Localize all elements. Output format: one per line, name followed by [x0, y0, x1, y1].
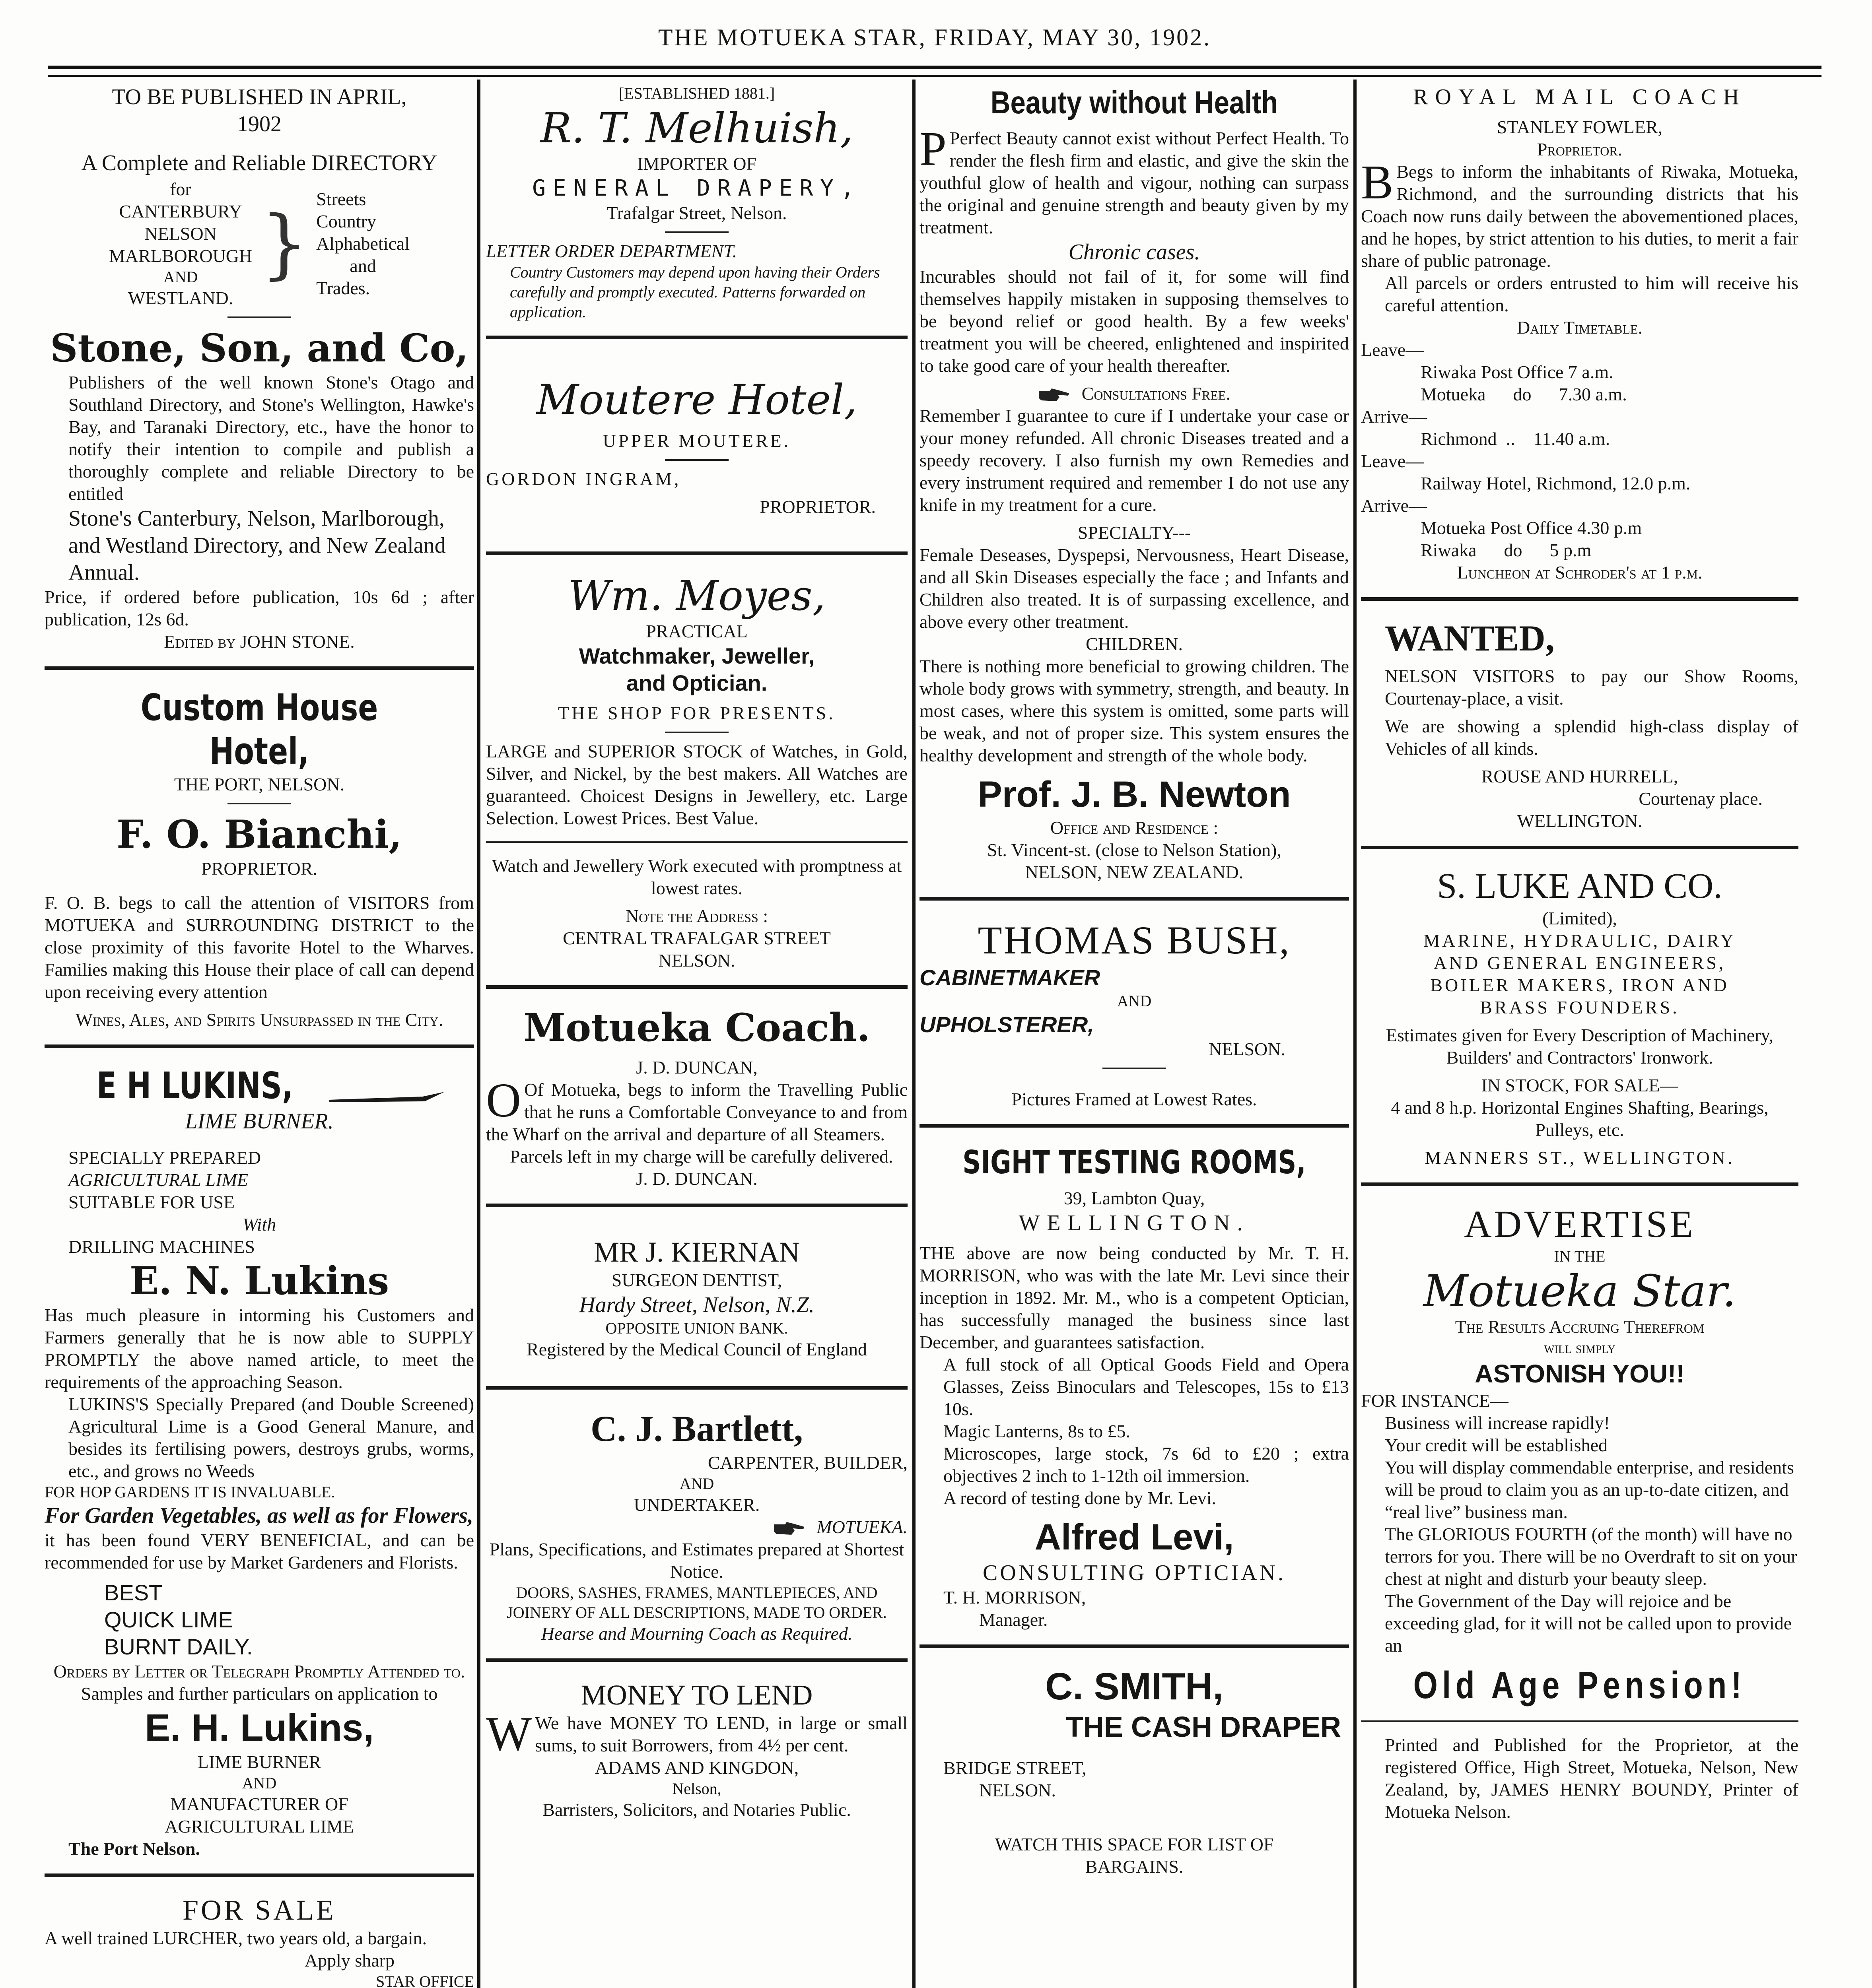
bartlett-line: UNDERTAKER. [634, 1495, 760, 1515]
mail-coach-owner: STANLEY FOWLER, [1497, 117, 1663, 137]
luke-address: MANNERS ST., WELLINGTON. [1425, 1147, 1735, 1168]
directory-year: 1902 [237, 112, 282, 136]
newton-consult-label: Consultations Free. [1081, 383, 1231, 404]
divider [919, 897, 1349, 901]
newton-body: Remember I guarantee to cure if I undertake your case or your money refunded. All chronic Diseases treated and a speedy recovery. I also furnish my own Remedies and every instrument required and remember I do not use any knife in my treatment for a cure. [919, 406, 1349, 515]
moyes-address: NELSON. [658, 950, 735, 971]
moutere-place: UPPER MOUTERE. [603, 431, 791, 451]
advertise-astonish: ASTONISH YOU!! [1475, 1359, 1685, 1388]
timetable-row: Richmond .. 11.40 a.m. [1421, 429, 1610, 449]
divider [486, 551, 908, 555]
lukins-trade: LIME BURNER. [185, 1109, 334, 1134]
for-sale-title: FOR SALE [182, 1894, 336, 1926]
levi-role: CONSULTING OPTICIAN. [983, 1561, 1286, 1585]
melhuish-line: IMPORTER OF [637, 153, 757, 174]
divider [486, 1658, 908, 1662]
section-name: Streets [316, 189, 366, 209]
coach-owner: J. D. DUNCAN, [636, 1057, 758, 1077]
pointing-hand-icon [773, 1521, 805, 1536]
divider [665, 732, 729, 733]
mail-coach-title: ROYAL MAIL COACH [1413, 85, 1746, 109]
wanted-address: Courtenay place. [1639, 788, 1763, 809]
directory-coverage [45, 178, 474, 309]
lukins-footer: LIME BURNER [197, 1752, 321, 1772]
region-name: NELSON [144, 223, 217, 244]
hotel-footer: Wines, Ales, and Spirits Unsurpassed in the City. [75, 1010, 443, 1030]
money-body: W We have MONEY TO LEND, in large or small sums, to suit Borrowers, from 4½ per cent. [486, 1707, 908, 1761]
luke-body: Estimates given for Every Description of Machinery, Builders' and Contractors' Ironwork. [1386, 1025, 1774, 1068]
region-name: WESTLAND. [128, 288, 233, 308]
coach-body: O Of Motueka, begs to inform the Travelling Public that he runs a Comfortable Conveyance to and from the Wharf on the arrival and departure of all Steamers. [486, 1074, 908, 1144]
hotel-place: THE PORT, NELSON. [174, 774, 345, 794]
lukins-name-gothic: E. N. Lukins [129, 1258, 389, 1303]
lukins-line: DRILLING MACHINES [68, 1237, 255, 1257]
newton-chronic: Chronic cases. [1068, 240, 1200, 264]
directory-description: A Complete and Reliable DIRECTORY [81, 151, 437, 175]
divider [45, 666, 474, 670]
region-name: AND [163, 268, 198, 286]
divider [1361, 846, 1798, 849]
lukins-name-sans: E. H. Lukins, [144, 1706, 374, 1749]
timetable-row: Arrive— [1361, 406, 1427, 427]
timetable-row: Arrive— [1361, 495, 1427, 516]
luke-line: MARINE, HYDRAULIC, DAIRY [1423, 930, 1736, 951]
timetable-row: Riwaka do 5 p.m [1421, 540, 1592, 560]
money-place: Nelson, [672, 1780, 721, 1798]
newton-body: P Perfect Beauty cannot exist without Perfect Health. To render the flesh firm and elastic, and give the skin the youthful glow of health and vigour, nothing can surpass the original and genuine strength and beauty given by my treatment. [919, 122, 1349, 237]
section-name: Trades. [316, 278, 370, 298]
timetable-row: Leave— [1361, 340, 1424, 360]
directory-body: Publishers of the well known Stone's Otago and Southland Directory, and Stone's Wellington, Hawke's Bay, and Taranaki Directory, etc., have the honor to notify their intention to compile and publish a thoroughly complete and reliable Directory to be entitled [68, 372, 474, 504]
lukins-port: The Port Nelson. [68, 1839, 200, 1859]
smith-watch: WATCH THIS SPACE FOR LIST OF BARGAINS. [995, 1834, 1274, 1877]
coach-parcels: Parcels left in my charge will be carefully delivered. [510, 1146, 893, 1167]
bartlett-name: C. J. Bartlett, [591, 1408, 803, 1449]
mail-coach-body-text: Begs to inform the inhabitants of Riwaka, Motueka, Richmond, and the surrounding districts that his Coach now runs daily between the abovementioned places, and he hopes, by strict attention to his duties, to merit a fair share of public patronage. [1361, 161, 1798, 271]
wanted-title: WANTED, [1385, 618, 1555, 658]
smith-name: C. SMITH, [1045, 1665, 1223, 1708]
mail-coach-body: B Begs to inform the inhabitants of Riwaka, Motueka, Richmond, and the surrounding districts that his Coach now runs daily between the abovementioned places, and he hopes, by strict attention to his duties, to merit a fair share of public patronage. [1361, 155, 1798, 271]
sight-address: 39, Lambton Quay, [1063, 1188, 1205, 1208]
divider [486, 336, 908, 339]
lukins-line: SUITABLE FOR USE [68, 1192, 235, 1212]
lukins-orders: Orders by Letter or Telegraph Promptly Attended to. [53, 1661, 465, 1681]
kiernan-line: Registered by the Medical Council of England [527, 1339, 867, 1359]
advertise-point: You will display commendable enterprise, and residents will be proud to claim you as an up-to-date citizen, and “real live” business man. [1385, 1457, 1794, 1522]
divider [486, 1386, 908, 1390]
region-list [109, 178, 252, 309]
divider [919, 1644, 1349, 1648]
luke-line: BOILER MAKERS, IRON AND [1430, 975, 1729, 995]
mail-coach-timetable: Daily Timetable. [1517, 317, 1643, 338]
newton-specialty: SPECIALTY--- [1077, 522, 1191, 543]
melhuish-name: R. T. Melhuish, [540, 104, 853, 152]
masthead-rule [48, 66, 1821, 77]
moutere-owner: GORDON INGRAM, [486, 469, 681, 489]
melhuish-drapery: GENERAL DRAPERY, [532, 175, 861, 201]
directory-price: Price, if ordered before publication, 10s 6d ; after publication, 12s 6d. [45, 587, 474, 629]
kiernan-line: OPPOSITE UNION BANK. [605, 1319, 788, 1337]
advertise-instance: FOR INSTANCE— [1361, 1390, 1508, 1411]
moyes-line: and Optician. [626, 670, 768, 695]
advertise-point: Business will increase rapidly! [1385, 1413, 1610, 1433]
bush-line: NELSON. [1209, 1039, 1285, 1059]
section-name: Country [316, 211, 376, 231]
advertise-point: The Government of the Day will rejoice and be exceeding glad, for it will not be called upon to provide an [1385, 1591, 1792, 1656]
newton-children: CHILDREN. [1085, 634, 1183, 654]
directory-announcement: TO BE PUBLISHED IN APRIL, [112, 85, 407, 109]
section-name: Alphabetical [316, 233, 410, 254]
timetable-row: Railway Hotel, Richmond, 12.0 p.m. [1421, 473, 1691, 493]
newton-address: NELSON, NEW ZEALAND. [1025, 862, 1244, 882]
lukins-line: With [242, 1214, 276, 1235]
newton-name: Prof. J. B. Newton [978, 774, 1291, 815]
coach-name: Motueka Coach. [523, 1005, 870, 1050]
luke-line: BRASS FOUNDERS. [1480, 997, 1680, 1017]
wanted-city: WELLINGTON. [1517, 811, 1643, 831]
advertise-point: Your credit will be established [1385, 1435, 1608, 1455]
timetable-row: Leave— [1361, 451, 1424, 471]
divider [1361, 1182, 1798, 1186]
region-name: for [170, 179, 191, 199]
wanted-body: We are showing a splendid high-class display of Vehicles of all kinds. [1385, 716, 1798, 759]
lukins-footer: MANUFACTURER OF [170, 1794, 348, 1814]
lukins-footer: AND [242, 1774, 277, 1792]
melhuish-line: Trafalgar Street, Nelson. [607, 203, 787, 223]
lukins-footer: AGRICULTURAL LIME [165, 1816, 354, 1837]
pointing-hand-icon [1038, 388, 1070, 403]
lukins-hop: FOR HOP GARDENS IT IS INVALUABLE. [45, 1483, 335, 1501]
lime-arrow-icon [327, 1089, 447, 1105]
moyes-shop: THE SHOP FOR PRESENTS. [558, 703, 836, 723]
sight-body: A record of testing done by Mr. Levi. [943, 1488, 1217, 1508]
hotel-name: Custom House Hotel, [140, 686, 378, 773]
bartlett-hearse: Hearse and Mourning Coach as Required. [541, 1623, 853, 1644]
lukins-line: AGRICULTURAL LIME [68, 1170, 248, 1190]
bush-pictures: Pictures Framed at Lowest Rates. [1011, 1089, 1257, 1109]
lukins-name: E H LUKINS, [96, 1064, 294, 1107]
bartlett-caps: DOORS, SASHES, FRAMES, MANTLEPIECES, AND JOINERY OF ALL DESCRIPTIONS, MADE TO ORDER. [507, 1584, 887, 1621]
firm-name: Stone, Son, and Co, [50, 326, 468, 371]
lukins-body: LUKINS'S Specially Prepared (and Double Screened) Agricultural Lime is a Good General Manure, and besides its fertilising powers, destroys grubs, worms, etc., and grows no Weeds [68, 1394, 474, 1481]
timetable-row: Motueka Post Office 4.30 p.m [1421, 518, 1642, 538]
divider [1361, 597, 1798, 601]
lukins-samples: Samples and further particulars on application to [81, 1683, 438, 1704]
hotel-body: F. O. B. begs to call the attention of VISITORS from MOTUEKA and SURROUNDING DISTRICT to the close proximity of this favorite Hotel to the Wharves. Families making this House their place of call can depend upon receiving every attention [45, 893, 474, 1002]
luke-items: 4 and 8 h.p. Horizontal Engines Shafting, Bearings, Pulleys, etc. [1391, 1097, 1769, 1140]
newton-title: Beauty without Health [990, 85, 1278, 120]
smith-address: NELSON. [979, 1780, 1056, 1800]
wanted-body: NELSON VISITORS to pay our Show Rooms, Courtenay-place, a visit. [1385, 666, 1798, 709]
newton-consult [919, 382, 1349, 405]
money-firm: ADAMS AND KINGDON, [595, 1757, 799, 1778]
mail-coach-body: All parcels or orders entrusted to him will receive his careful attention. [1385, 273, 1798, 315]
advertise-pension: Old Age Pension! [1413, 1664, 1746, 1706]
for-sale-office: STAR OFFICE [376, 1972, 474, 1988]
column-2 [486, 83, 908, 1988]
section-list [316, 188, 410, 299]
moyes-body: LARGE and SUPERIOR STOCK of Watches, in Gold, Silver, and Nickel, by the best makers. All Watches are guaranteed. Choicest Designs in Jewellery, etc. Large Selection. Lowest Prices. Best Value. [486, 741, 908, 828]
moyes-line: Watchmaker, Jeweller, [579, 643, 815, 668]
lukins-best: QUICK LIME [104, 1607, 233, 1632]
advertise-in: IN THE [1554, 1247, 1606, 1265]
region-name: CANTERBURY [119, 201, 242, 221]
kiernan-line: Hardy Street, Nelson, N.Z. [579, 1293, 815, 1317]
melhuish-established: [ESTABLISHED 1881.] [618, 84, 775, 102]
lukins-body: it has been found VERY BENEFICIAL, and can be recommended for use by Market Gardeners and Florists. [45, 1530, 474, 1573]
bush-line: AND [1117, 992, 1152, 1010]
bush-line: UPHOLSTERER, [919, 1012, 1094, 1037]
sight-title: SIGHT TESTING ROOMS, [962, 1144, 1306, 1181]
coach-body-text: Of Motueka, begs to inform the Travelling Public that he runs a Comfortable Conveyance to and from the Wharf on the arrival and departure of all Steamers. [486, 1079, 908, 1144]
divider [919, 1124, 1349, 1128]
advertise-simply: will simply [1544, 1339, 1615, 1357]
melhuish-body: Country Customers may depend upon having their Orders carefully and promptly executed. Patterns forwarded on application. [510, 263, 880, 321]
directory-title: Stone's Canterbury, Nelson, Marlborough, and Westland Directory, and New Zealand Annual. [68, 506, 446, 585]
bush-name: THOMAS BUSH, [978, 918, 1291, 962]
moutere-role: PROPRIETOR. [760, 497, 876, 517]
sight-body: THE above are now being conducted by Mr. T. H. MORRISON, who was with the late Mr. Levi since their inception in 1892. Mr. M., who is a competent Optician, has successfully managed the business since last December, and guarantees satisfaction. [919, 1243, 1349, 1352]
column-3 [919, 83, 1349, 1988]
melhuish-dept: LETTER ORDER DEPARTMENT. [486, 241, 737, 261]
moyes-address: CENTRAL TRAFALGAR STREET [563, 928, 831, 948]
imprint: Printed and Published for the Proprietor, at the registered Office, High Street, Motueka, Nelson, New Zealand, by, JAMES HENRY BOUNDY, Printer of Motueka Nelson. [1385, 1735, 1798, 1822]
lukins-header [45, 1064, 474, 1108]
divider [45, 1044, 474, 1048]
divider [486, 1204, 908, 1207]
column-4 [1361, 83, 1798, 1988]
bartlett-line: AND [679, 1475, 714, 1493]
divider [486, 841, 908, 843]
bartlett-town: MOTUEKA. [816, 1517, 908, 1537]
mail-coach-lunch: Luncheon at Schroder's at 1 p.m. [1457, 562, 1703, 582]
luke-line: AND GENERAL ENGINEERS, [1433, 953, 1726, 973]
money-body-text: We have MONEY TO LEND, in large or small sums, to suit Borrowers, from 4½ per cent. [535, 1713, 908, 1755]
moutere-name: Moutere Hotel, [536, 375, 857, 424]
bush-line: CABINETMAKER [919, 965, 1100, 990]
money-title: MONEY TO LEND [581, 1679, 813, 1711]
lukins-body: Has much pleasure in intorming his Customers and Farmers generally that he is now able to SUPPLY PROMPTLY the above named article, to meet the requirements of the approaching Season. [45, 1305, 474, 1392]
newton-body: There is nothing more beneficial to growing children. The whole body grows with symmetry, strength, and beauty. In most cases, where this system is omitted, some parts will be weak, and not of proper size. This system ensures the healthy development and strength of the whole body. [919, 656, 1349, 765]
luke-title: S. LUKE AND CO. [1437, 866, 1722, 906]
advertise-paper: Motueka Star. [1423, 1266, 1736, 1316]
divider [1361, 1720, 1798, 1722]
column-rule [477, 80, 480, 1988]
newton-office: Office and Residence : [1050, 817, 1219, 838]
advertise-point: The GLORIOUS FOURTH (of the month) will have no terrors for you. There will be no Overdraft to sit on your chest at night and disturb your beauty sleep. [1385, 1524, 1797, 1589]
column-rule [912, 80, 916, 1988]
moyes-name: Wm. Moyes, [568, 571, 826, 620]
wanted-firm: ROUSE AND HURRELL, [1481, 766, 1678, 786]
moyes-body: Watch and Jewellery Work executed with promptness at lowest rates. [492, 856, 902, 898]
lukins-garden: For Garden Vegetables, as well as for Flowers, [45, 1503, 474, 1528]
divider [45, 1873, 474, 1877]
newton-body: Female Deseases, Dyspepsi, Nervousness, Heart Disease, and all Skin Diseases especially the face ; and Infants and Children also treated. It is of surpassing excellence, and above every other treatment. [919, 545, 1349, 632]
timetable-row: Riwaka Post Office 7 a.m. [1421, 362, 1613, 382]
divider [665, 231, 729, 233]
sight-city: WELLINGTON. [1019, 1211, 1250, 1235]
smith-address: BRIDGE STREET, [943, 1758, 1087, 1778]
column-rule [1353, 80, 1357, 1988]
masthead: THE MOTUEKA STAR, FRIDAY, MAY 30, 1902. [658, 24, 1211, 50]
lukins-best: BEST [104, 1580, 163, 1605]
brace-glyph: } [260, 200, 309, 287]
bartlett-line: CARPENTER, BUILDER, [708, 1452, 908, 1473]
sight-body: A full stock of all Optical Goods Field and Opera Glasses, Zeiss Binoculars and Telescopes, 15s to £13 10s. [943, 1354, 1349, 1419]
newton-body: Incurables should not fail of it, for some will find themselves happily mistaken in supposing themselves to be beyond relief or good health. By a few weeks' treatment you will be cheered, enlightened and inspirited to take good care of your health thereafter. [919, 266, 1349, 376]
newton-address: St. Vincent-st. (close to Nelson Station), [987, 840, 1281, 860]
levi-manager: T. H. MORRISON, [943, 1587, 1086, 1607]
divider [1102, 1068, 1166, 1069]
mail-coach-role: Proprietor. [1537, 139, 1623, 159]
levi-name: Alfred Levi, [1034, 1517, 1234, 1557]
lukins-line: SPECIALLY PREPARED [68, 1147, 261, 1168]
region-name: MARLBOROUGH [109, 246, 253, 266]
luke-line: (Limited), [1542, 908, 1617, 928]
for-sale-body: A well trained LURCHER, two years old, a bargain. [45, 1928, 427, 1948]
coach-sign: J. D. DUNCAN. [636, 1169, 758, 1189]
smith-title: THE CASH DRAPER [1065, 1711, 1341, 1743]
hotel-owner: F. O. Bianchi, [117, 812, 402, 857]
moyes-line: PRACTICAL [646, 621, 748, 641]
divider [486, 985, 908, 989]
moyes-note: Note the Address : [625, 906, 768, 926]
section-name: and [350, 256, 376, 276]
column-1 [45, 83, 474, 1988]
sight-body: Microscopes, large stock, 7s 6d to £20 ; extra objectives 2 inch to 1-12th oil immersion. [943, 1443, 1349, 1486]
levi-manager-role: Manager. [979, 1609, 1048, 1630]
divider [227, 803, 291, 804]
kiernan-name: MR J. KIERNAN [593, 1236, 800, 1268]
lukins-best: BURNT DAILY. [104, 1634, 253, 1659]
directory-editor: Edited by JOHN STONE. [164, 631, 355, 652]
advertise-title: ADVERTISE [1464, 1203, 1695, 1245]
money-role: Barristers, Solicitors, and Notaries Public. [542, 1800, 851, 1820]
divider [227, 316, 291, 318]
sight-body: Magic Lanterns, 8s to £5. [943, 1421, 1131, 1441]
advertise-results: The Results Accruing Therefrom [1455, 1316, 1705, 1337]
for-sale-apply: Apply sharp [304, 1950, 395, 1971]
newton-body-text: Perfect Beauty cannot exist without Perfect Health. To render the flesh firm and elastic, and give the skin the youthful glow of health and vigour, nothing can surpass the original and genuine strength and beauty given by my treatment. [919, 128, 1349, 237]
luke-stock: IN STOCK, FOR SALE— [1481, 1075, 1678, 1095]
divider [665, 459, 729, 461]
timetable-row: Motueka do 7.30 a.m. [1421, 384, 1627, 404]
hotel-role: PROPRIETOR. [201, 858, 317, 879]
bartlett-body: Plans, Specifications, and Estimates prepared at Shortest Notice. [489, 1539, 904, 1582]
bartlett-place [486, 1516, 908, 1538]
kiernan-line: SURGEON DENTIST, [611, 1270, 782, 1290]
